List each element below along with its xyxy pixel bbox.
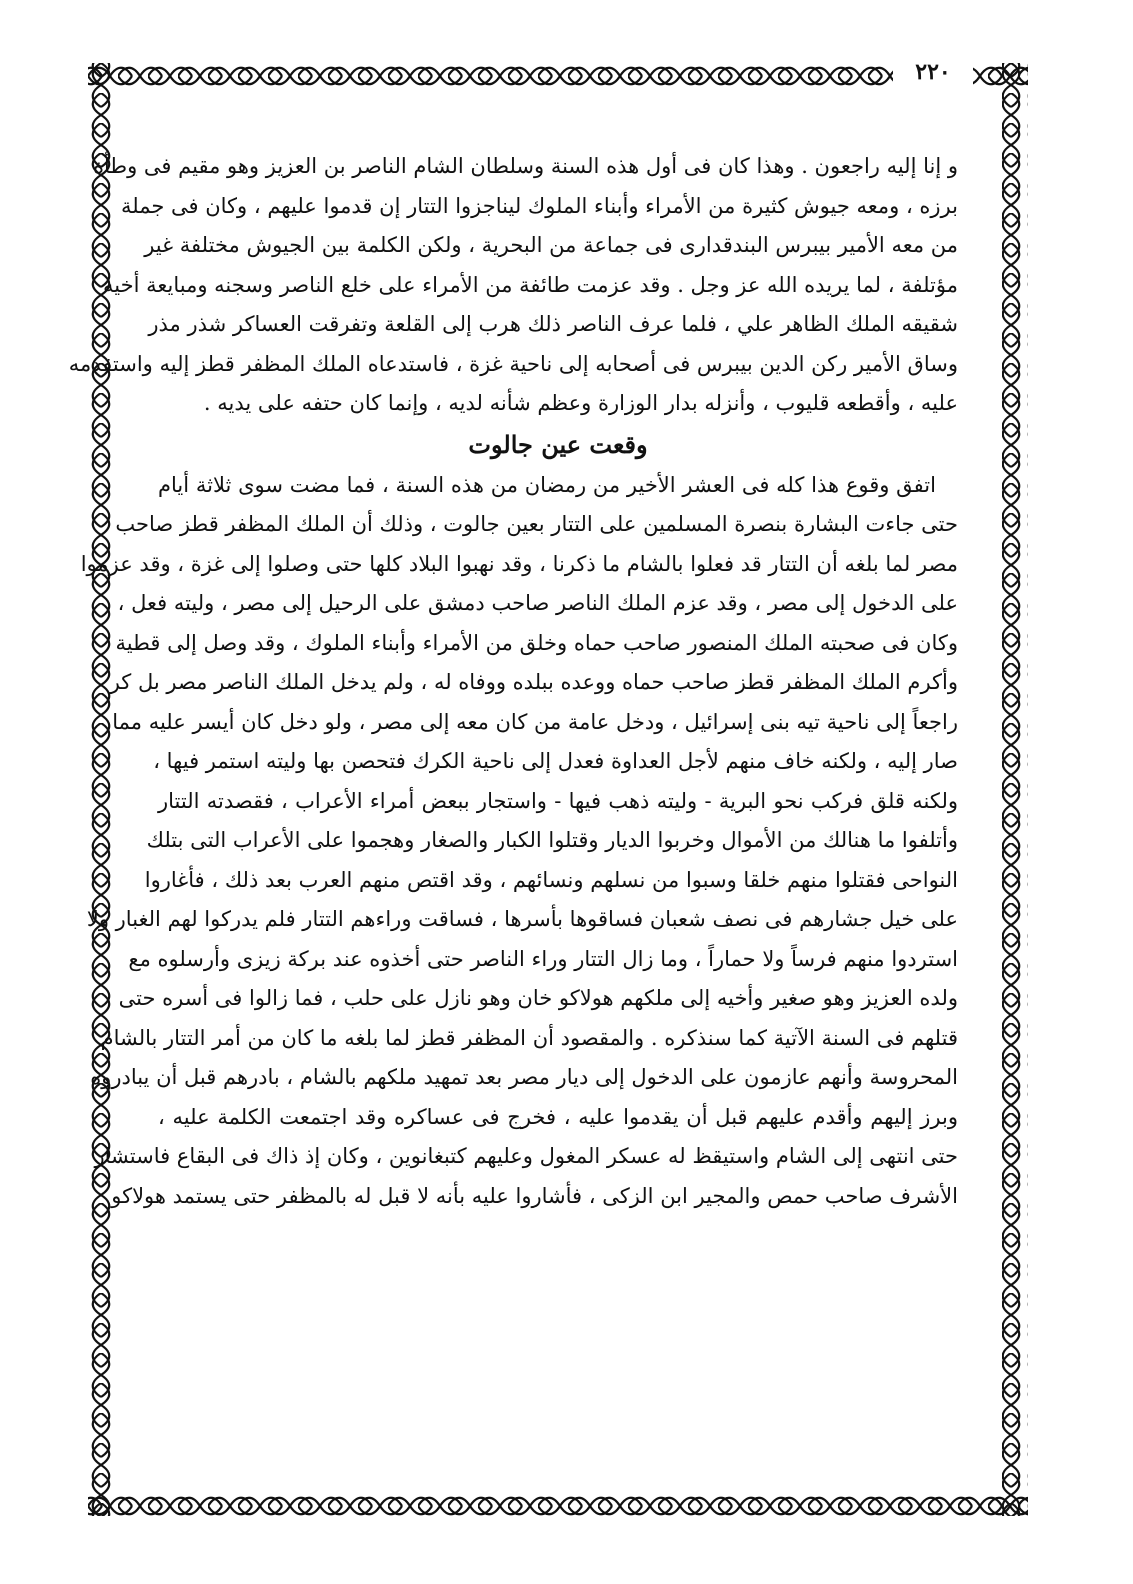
text-line: وساق الأمير ركن الدين بيبرس فى أصحابه إلى ناحية غزة ، فاستدعاه الملك المظفر قطز إليه واستقدمه <box>68 351 958 376</box>
text-line: المحروسة وأنهم عازمون على الدخول إلى ديار مصر بعد تمهيد ملكهم بالشام ، بادرهم قبل أن يبادروه <box>90 1065 958 1089</box>
text-line: و إنا إليه راجعون . وهذا كان فى أول هذه السنة وسلطان الشام الناصر بن العزيز وهو مقيم فى وطأة <box>93 154 958 178</box>
text-line: على خيل جشارهم فى نصف شعبان فساقوها بأسرها ، فساقت وراءهم التتار فلم يدركوا لهم الغبار ولا <box>86 907 958 931</box>
text-line: وكان فى صحبته الملك المنصور صاحب حماه وخلق من الأمراء وأبناء الملوك ، وقد وصل إلى قطية <box>115 630 958 655</box>
page-frame <box>68 59 1028 1516</box>
text-line: اتفق وقوع هذا كله فى العشر الأخير من رمضان من هذه السنة ، فما مضت سوى ثلاثة أيام <box>158 472 936 497</box>
page-number: ٢٢٠ <box>893 57 973 87</box>
paragraph-1 <box>68 147 958 424</box>
text-line: من معه الأمير بيبرس البندقدارى فى جماعة من البحرية ، ولكن الكلمة بين الجيوش مختلفة غير <box>144 233 958 257</box>
text-line: عليه ، وأقطعه قليوب ، وأنزله بدار الوزارة وعظم شأنه لديه ، وإنما كان حتفه على يديه . <box>203 391 958 415</box>
text-line: وأتلفوا ما هنالك من الأموال وخربوا الديار وقتلوا الكبار والصغار وهجموا على الأعراب التى بتلك <box>146 828 958 852</box>
text-line: على الدخول إلى مصر ، وقد عزم الملك الناصر صاحب دمشق على الرحيل إلى مصر ، وليته فعل ، <box>117 591 958 615</box>
text-line: ولكنه قلق فركب نحو البرية - وليته ذهب فيها - واستجار ببعض أمراء الأعراب ، فقصدته التتار <box>158 788 958 813</box>
text-line: برزه ، ومعه جيوش كثيرة من الأمراء وأبناء الملوك ليناجزوا التتار إن قدموا عليهم ، وكان فى جملة <box>121 193 958 218</box>
text-line: قتلهم فى السنة الآتية كما سنذكره . والمقصود أن المظفر قطز لما بلغه ما كان من أمر التتار بالشام <box>100 1025 958 1050</box>
text-line: مؤتلفة ، لما يريده الله عز وجل . وقد عزمت طائفة من الأمراء على خلع الناصر وسجنه ومبايعة أخيه <box>103 272 958 297</box>
text-line: صار إليه ، ولكنه خاف منهم لأجل العداوة فعدل إلى ناحية الكرك فتحصن بها وليته استمر فيها ، <box>153 749 958 773</box>
text-line: مصر لما بلغه أن التتار قد فعلوا بالشام ما ذكرنا ، وقد نهبوا البلاد كلها حتى وصلوا إلى غزة ، وقد عزموا <box>80 551 958 576</box>
text-line: حتى انتهى إلى الشام واستيقظ له عسكر المغول وعليهم كتبغانوين ، وكان إذ ذاك فى البقاع فاستشار <box>94 1144 958 1168</box>
text-line: وبرز إليهم وأقدم عليهم قبل أن يقدموا عليه ، فخرج فى عساكره وقد اجتمعت الكلمة عليه ، <box>158 1104 958 1129</box>
text-line: حتى جاءت البشارة بنصرة المسلمين على التتار بعين جالوت ، وذلك أن الملك المظفر قطز صاحب <box>115 512 958 536</box>
text-line: الأشرف صاحب حمص والمجير ابن الزكى ، فأشاروا عليه بأنه لا قبل له بالمظفر حتى يستمد هولاكو <box>111 1183 958 1208</box>
page-content <box>68 147 958 1216</box>
text-line: وأكرم الملك المظفر قطز صاحب حماه ووعده ببلده ووفاه له ، ولم يدخل الملك الناصر مصر بل كر <box>109 670 958 694</box>
text-line: استردوا منهم فرساً ولا حماراً ، وما زال التتار وراء الناصر حتى أخذوه عند بركة زيزى وأرسلوه مع <box>128 946 958 971</box>
section-heading: وقعت عين جالوت <box>468 429 648 459</box>
text-line: راجعاً إلى ناحية تيه بنى إسرائيل ، ودخل عامة من كان معه إلى مصر ، ولو دخل كان أيسر عليه مما <box>112 709 958 734</box>
text-line: النواحى فقتلوا منهم خلقا وسبوا من نسلهم ونسائهم ، وقد اقتص منهم العرب بعد ذلك ، فأغاروا <box>144 867 958 892</box>
text-line: شقيقه الملك الظاهر علي ، فلما عرف الناصر ذلك هرب إلى القلعة وتفرقت العساكر شذر مذر <box>148 312 958 336</box>
text-line: ولده العزيز وهو صغير وأخيه إلى ملكهم هولاكو خان وهو نازل على حلب ، فما زالوا فى أسره حتى <box>118 986 958 1010</box>
paragraph-2 <box>80 466 958 1217</box>
